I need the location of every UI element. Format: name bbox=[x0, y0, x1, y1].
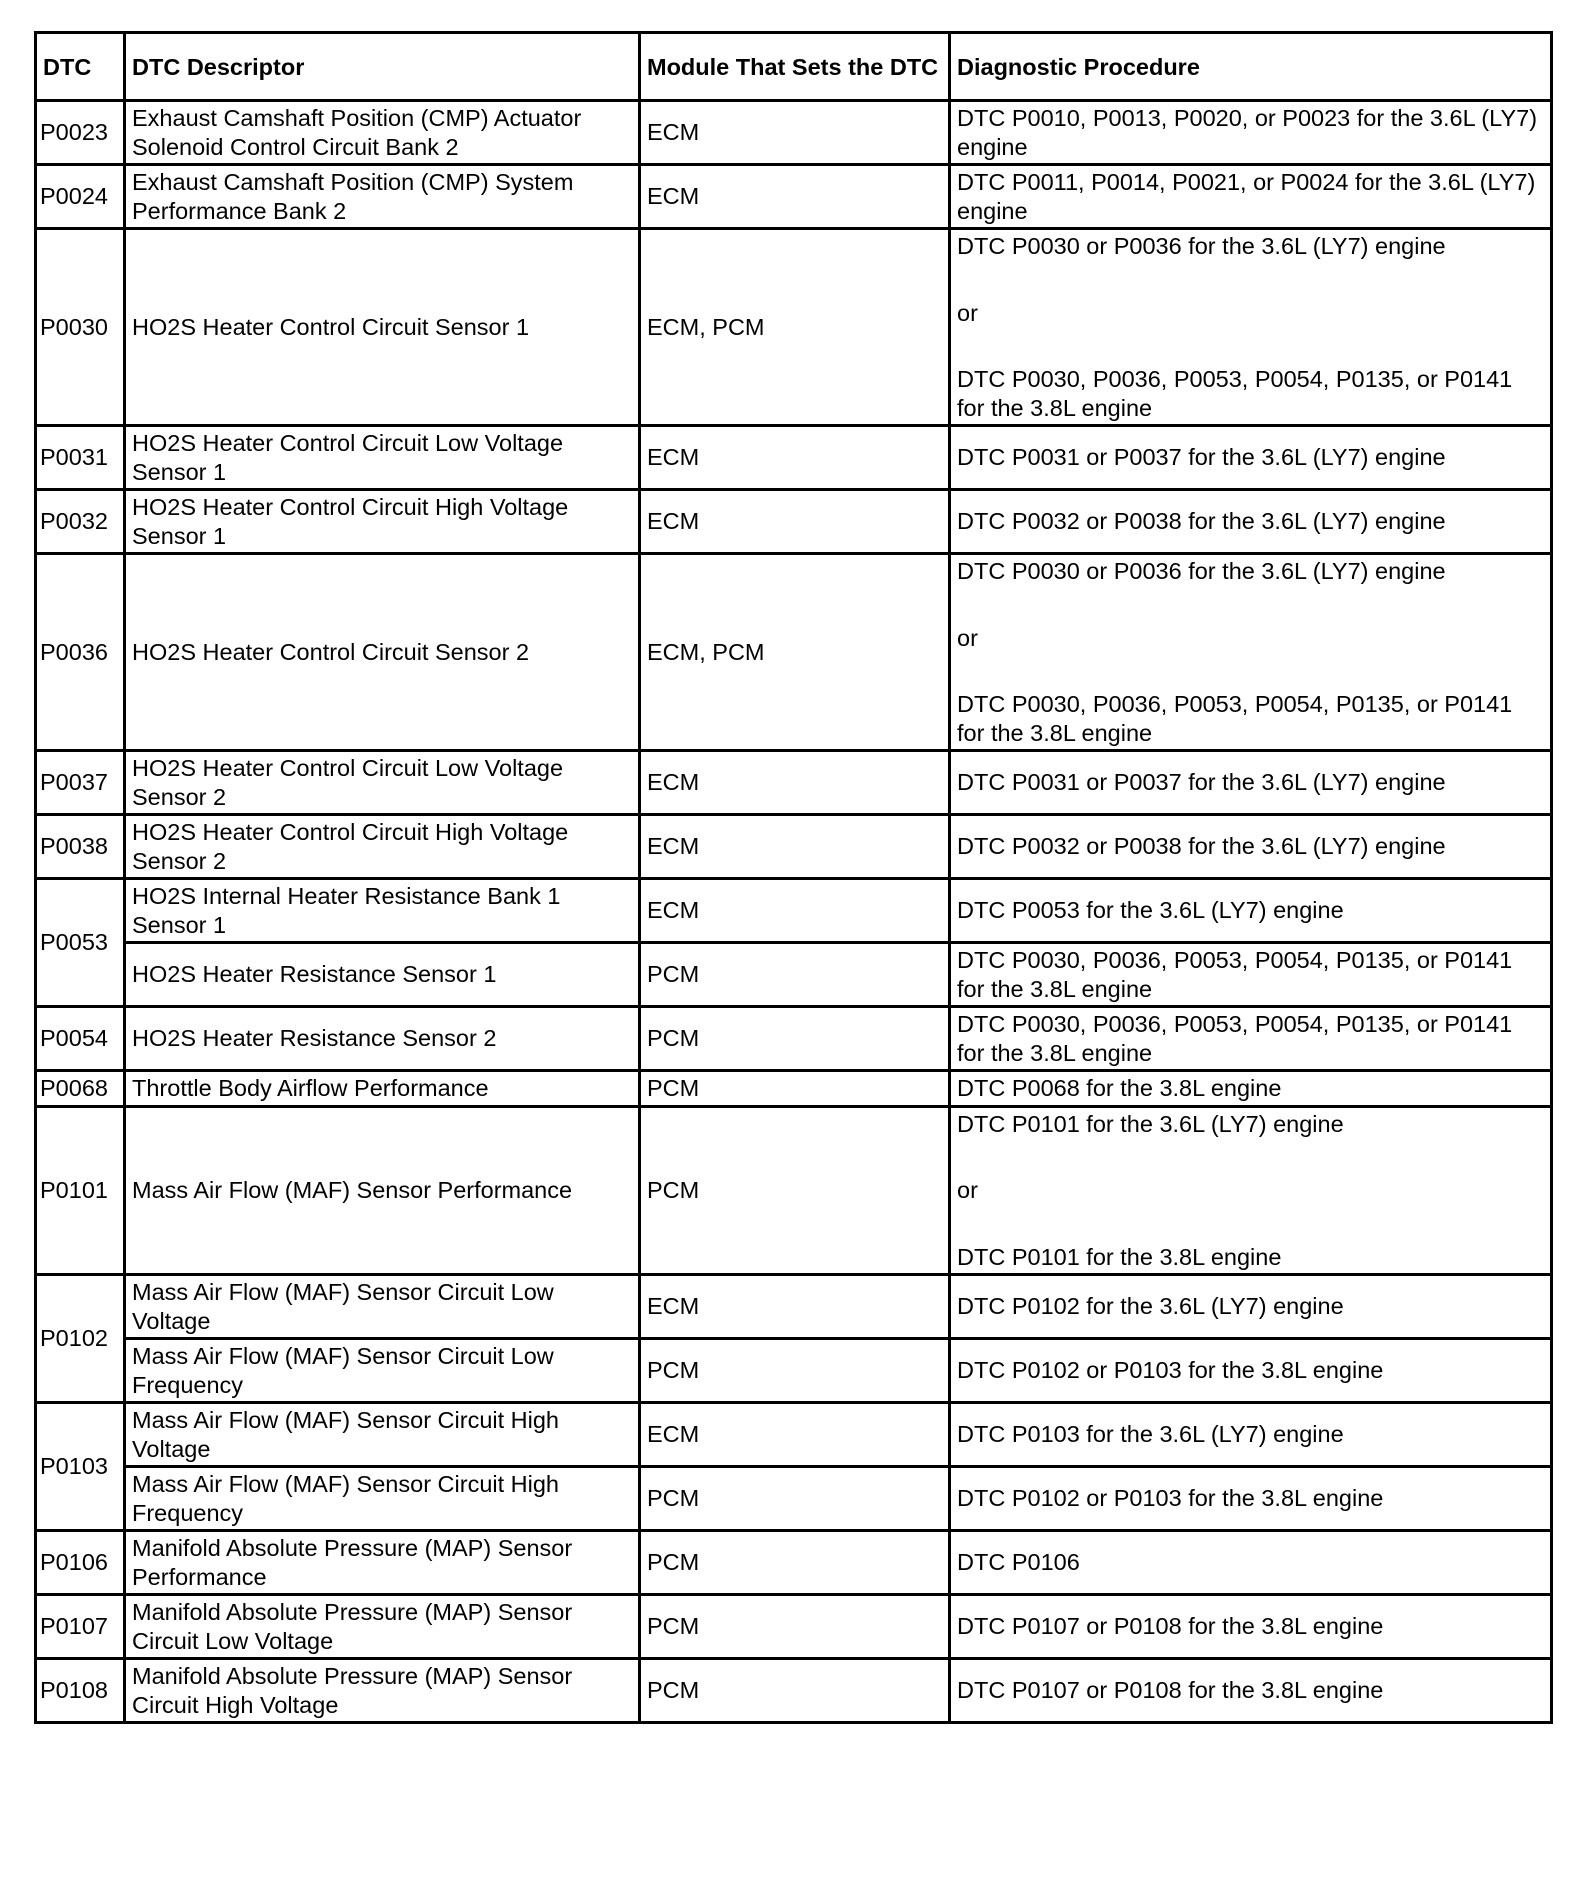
table-row bbox=[36, 1659, 1552, 1723]
cell-module: PCM bbox=[640, 1007, 950, 1071]
cell-module: ECM bbox=[640, 1403, 950, 1467]
procedure-gap bbox=[957, 586, 1544, 624]
cell-dtc: P0103 bbox=[36, 1403, 125, 1531]
cell-descriptor: Throttle Body Airflow Performance bbox=[125, 1071, 640, 1107]
cell-module: ECM bbox=[640, 1275, 950, 1339]
cell-descriptor: HO2S Heater Control Circuit Sensor 2 bbox=[125, 554, 640, 751]
procedure-line: or bbox=[957, 624, 978, 651]
cell-procedure bbox=[950, 1659, 1552, 1723]
procedure-gap bbox=[957, 652, 1544, 690]
header-dtc: DTC bbox=[36, 33, 125, 101]
cell-procedure bbox=[950, 815, 1552, 879]
table-row bbox=[36, 751, 1552, 815]
cell-dtc: P0053 bbox=[36, 879, 125, 1007]
cell-descriptor: HO2S Heater Resistance Sensor 2 bbox=[125, 1007, 640, 1071]
table-row bbox=[36, 165, 1552, 229]
cell-procedure bbox=[950, 751, 1552, 815]
cell-descriptor: HO2S Heater Control Circuit Low Voltage Sensor 2 bbox=[125, 751, 640, 815]
header-descriptor: DTC Descriptor bbox=[125, 33, 640, 101]
procedure-line: DTC P0030, P0036, P0053, P0054, P0135, or P0141 for the 3.8L engine bbox=[957, 366, 1513, 421]
cell-procedure bbox=[950, 490, 1552, 554]
procedure-gap bbox=[957, 327, 1544, 365]
cell-module: ECM, PCM bbox=[640, 229, 950, 426]
cell-procedure bbox=[950, 229, 1552, 426]
procedure-line: DTC P0010, P0013, P0020, or P0023 for the 3.6L (LY7) engine bbox=[957, 105, 1538, 160]
procedure-line: DTC P0106 bbox=[957, 1549, 1080, 1576]
table-row bbox=[36, 1531, 1552, 1595]
header-procedure: Diagnostic Procedure bbox=[950, 33, 1552, 101]
procedure-line: DTC P0032 or P0038 for the 3.6L (LY7) engine bbox=[957, 508, 1446, 535]
table-row bbox=[36, 1467, 1552, 1531]
cell-procedure bbox=[950, 1339, 1552, 1403]
procedure-line: DTC P0068 for the 3.8L engine bbox=[957, 1075, 1282, 1101]
cell-descriptor: HO2S Heater Control Circuit Sensor 1 bbox=[125, 229, 640, 426]
cell-procedure bbox=[950, 101, 1552, 165]
dtc-table bbox=[34, 31, 1553, 1724]
cell-procedure bbox=[950, 943, 1552, 1007]
cell-procedure bbox=[950, 426, 1552, 490]
cell-module: PCM bbox=[640, 1595, 950, 1659]
cell-module: PCM bbox=[640, 1071, 950, 1107]
cell-dtc: P0032 bbox=[36, 490, 125, 554]
cell-descriptor: Manifold Absolute Pressure (MAP) Sensor Performance bbox=[125, 1531, 640, 1595]
procedure-line: DTC P0107 or P0108 for the 3.8L engine bbox=[957, 1613, 1384, 1640]
cell-dtc: P0037 bbox=[36, 751, 125, 815]
table-row bbox=[36, 879, 1552, 943]
cell-module: PCM bbox=[640, 1467, 950, 1531]
procedure-line: DTC P0102 for the 3.6L (LY7) engine bbox=[957, 1293, 1344, 1320]
procedure-line: DTC P0030, P0036, P0053, P0054, P0135, or P0141 for the 3.8L engine bbox=[957, 1011, 1513, 1066]
cell-module: ECM bbox=[640, 490, 950, 554]
table-row bbox=[36, 1595, 1552, 1659]
cell-module: ECM, PCM bbox=[640, 554, 950, 751]
cell-dtc: P0036 bbox=[36, 554, 125, 751]
cell-dtc: P0101 bbox=[36, 1106, 125, 1275]
cell-module: ECM bbox=[640, 879, 950, 943]
header-row bbox=[36, 33, 1552, 101]
procedure-line: DTC P0030 or P0036 for the 3.6L (LY7) engine bbox=[957, 558, 1446, 584]
procedure-line: DTC P0101 for the 3.8L engine bbox=[957, 1243, 1282, 1270]
cell-descriptor: HO2S Heater Control Circuit High Voltage Sensor 2 bbox=[125, 815, 640, 879]
procedure-line: DTC P0053 for the 3.6L (LY7) engine bbox=[957, 897, 1344, 924]
table-row bbox=[36, 1403, 1552, 1467]
table-body bbox=[36, 101, 1552, 1723]
cell-module: PCM bbox=[640, 1106, 950, 1275]
cell-descriptor: Mass Air Flow (MAF) Sensor Circuit Low Voltage bbox=[125, 1275, 640, 1339]
procedure-line: DTC P0032 or P0038 for the 3.6L (LY7) engine bbox=[957, 833, 1446, 860]
cell-procedure bbox=[950, 1275, 1552, 1339]
cell-dtc: P0107 bbox=[36, 1595, 125, 1659]
cell-dtc: P0054 bbox=[36, 1007, 125, 1071]
procedure-line: DTC P0030, P0036, P0053, P0054, P0135, or P0141 for the 3.8L engine bbox=[957, 947, 1513, 1002]
cell-procedure bbox=[950, 1595, 1552, 1659]
procedure-line: DTC P0103 for the 3.6L (LY7) engine bbox=[957, 1421, 1344, 1448]
cell-dtc: P0108 bbox=[36, 1659, 125, 1723]
cell-descriptor: HO2S Heater Control Circuit High Voltage Sensor 1 bbox=[125, 490, 640, 554]
cell-descriptor: Exhaust Camshaft Position (CMP) Actuator Solenoid Control Circuit Bank 2 bbox=[125, 101, 640, 165]
procedure-line: or bbox=[957, 1177, 978, 1203]
cell-descriptor: Mass Air Flow (MAF) Sensor Performance bbox=[125, 1106, 640, 1275]
table-row bbox=[36, 426, 1552, 490]
procedure-gap bbox=[957, 1205, 1544, 1243]
cell-module: PCM bbox=[640, 1659, 950, 1723]
cell-procedure bbox=[950, 1467, 1552, 1531]
cell-procedure bbox=[950, 165, 1552, 229]
cell-descriptor: Mass Air Flow (MAF) Sensor Circuit High Voltage bbox=[125, 1403, 640, 1467]
table-row bbox=[36, 554, 1552, 751]
cell-dtc: P0031 bbox=[36, 426, 125, 490]
table-row bbox=[36, 815, 1552, 879]
table-header bbox=[36, 33, 1552, 101]
cell-procedure bbox=[950, 1403, 1552, 1467]
table-row bbox=[36, 1007, 1552, 1071]
procedure-line: DTC P0031 or P0037 for the 3.6L (LY7) engine bbox=[957, 769, 1446, 796]
procedure-line: DTC P0030 or P0036 for the 3.6L (LY7) engine bbox=[957, 233, 1446, 259]
cell-procedure bbox=[950, 554, 1552, 751]
cell-dtc: P0023 bbox=[36, 101, 125, 165]
procedure-line: DTC P0107 or P0108 for the 3.8L engine bbox=[957, 1677, 1384, 1704]
cell-descriptor: HO2S Internal Heater Resistance Bank 1 Sensor 1 bbox=[125, 879, 640, 943]
cell-procedure bbox=[950, 1531, 1552, 1595]
cell-module: PCM bbox=[640, 943, 950, 1007]
cell-descriptor: Manifold Absolute Pressure (MAP) Sensor Circuit High Voltage bbox=[125, 1659, 640, 1723]
cell-module: ECM bbox=[640, 751, 950, 815]
table-row bbox=[36, 101, 1552, 165]
cell-module: PCM bbox=[640, 1339, 950, 1403]
cell-descriptor: HO2S Heater Resistance Sensor 1 bbox=[125, 943, 640, 1007]
header-module: Module That Sets the DTC bbox=[640, 33, 950, 101]
table-row bbox=[36, 943, 1552, 1007]
cell-module: PCM bbox=[640, 1531, 950, 1595]
cell-descriptor: Mass Air Flow (MAF) Sensor Circuit Low Frequency bbox=[125, 1339, 640, 1403]
cell-module: ECM bbox=[640, 426, 950, 490]
procedure-line: DTC P0031 or P0037 for the 3.6L (LY7) engine bbox=[957, 444, 1446, 471]
cell-descriptor: Mass Air Flow (MAF) Sensor Circuit High Frequency bbox=[125, 1467, 640, 1531]
cell-dtc: P0068 bbox=[36, 1071, 125, 1107]
table-row bbox=[36, 1106, 1552, 1275]
cell-procedure bbox=[950, 1007, 1552, 1071]
cell-dtc: P0106 bbox=[36, 1531, 125, 1595]
procedure-line: DTC P0011, P0014, P0021, or P0024 for the 3.6L (LY7) engine bbox=[957, 169, 1536, 224]
procedure-line: DTC P0102 or P0103 for the 3.8L engine bbox=[957, 1357, 1384, 1384]
table-row bbox=[36, 1275, 1552, 1339]
procedure-line: DTC P0101 for the 3.6L (LY7) engine bbox=[957, 1110, 1344, 1137]
procedure-gap bbox=[957, 1138, 1544, 1176]
cell-module: ECM bbox=[640, 165, 950, 229]
cell-descriptor: Manifold Absolute Pressure (MAP) Sensor Circuit Low Voltage bbox=[125, 1595, 640, 1659]
table-row bbox=[36, 1071, 1552, 1107]
cell-procedure bbox=[950, 1071, 1552, 1107]
cell-module: ECM bbox=[640, 101, 950, 165]
table-row bbox=[36, 229, 1552, 426]
table-row bbox=[36, 490, 1552, 554]
cell-procedure bbox=[950, 879, 1552, 943]
procedure-line: DTC P0102 or P0103 for the 3.8L engine bbox=[957, 1485, 1384, 1512]
procedure-line: DTC P0030, P0036, P0053, P0054, P0135, or P0141 for the 3.8L engine bbox=[957, 691, 1513, 746]
cell-procedure bbox=[950, 1106, 1552, 1275]
cell-dtc: P0030 bbox=[36, 229, 125, 426]
cell-dtc: P0102 bbox=[36, 1275, 125, 1403]
cell-descriptor: HO2S Heater Control Circuit Low Voltage Sensor 1 bbox=[125, 426, 640, 490]
table-row bbox=[36, 1339, 1552, 1403]
procedure-line: or bbox=[957, 299, 978, 326]
procedure-gap bbox=[957, 261, 1544, 299]
cell-module: ECM bbox=[640, 815, 950, 879]
cell-descriptor: Exhaust Camshaft Position (CMP) System Performance Bank 2 bbox=[125, 165, 640, 229]
cell-dtc: P0024 bbox=[36, 165, 125, 229]
cell-dtc: P0038 bbox=[36, 815, 125, 879]
